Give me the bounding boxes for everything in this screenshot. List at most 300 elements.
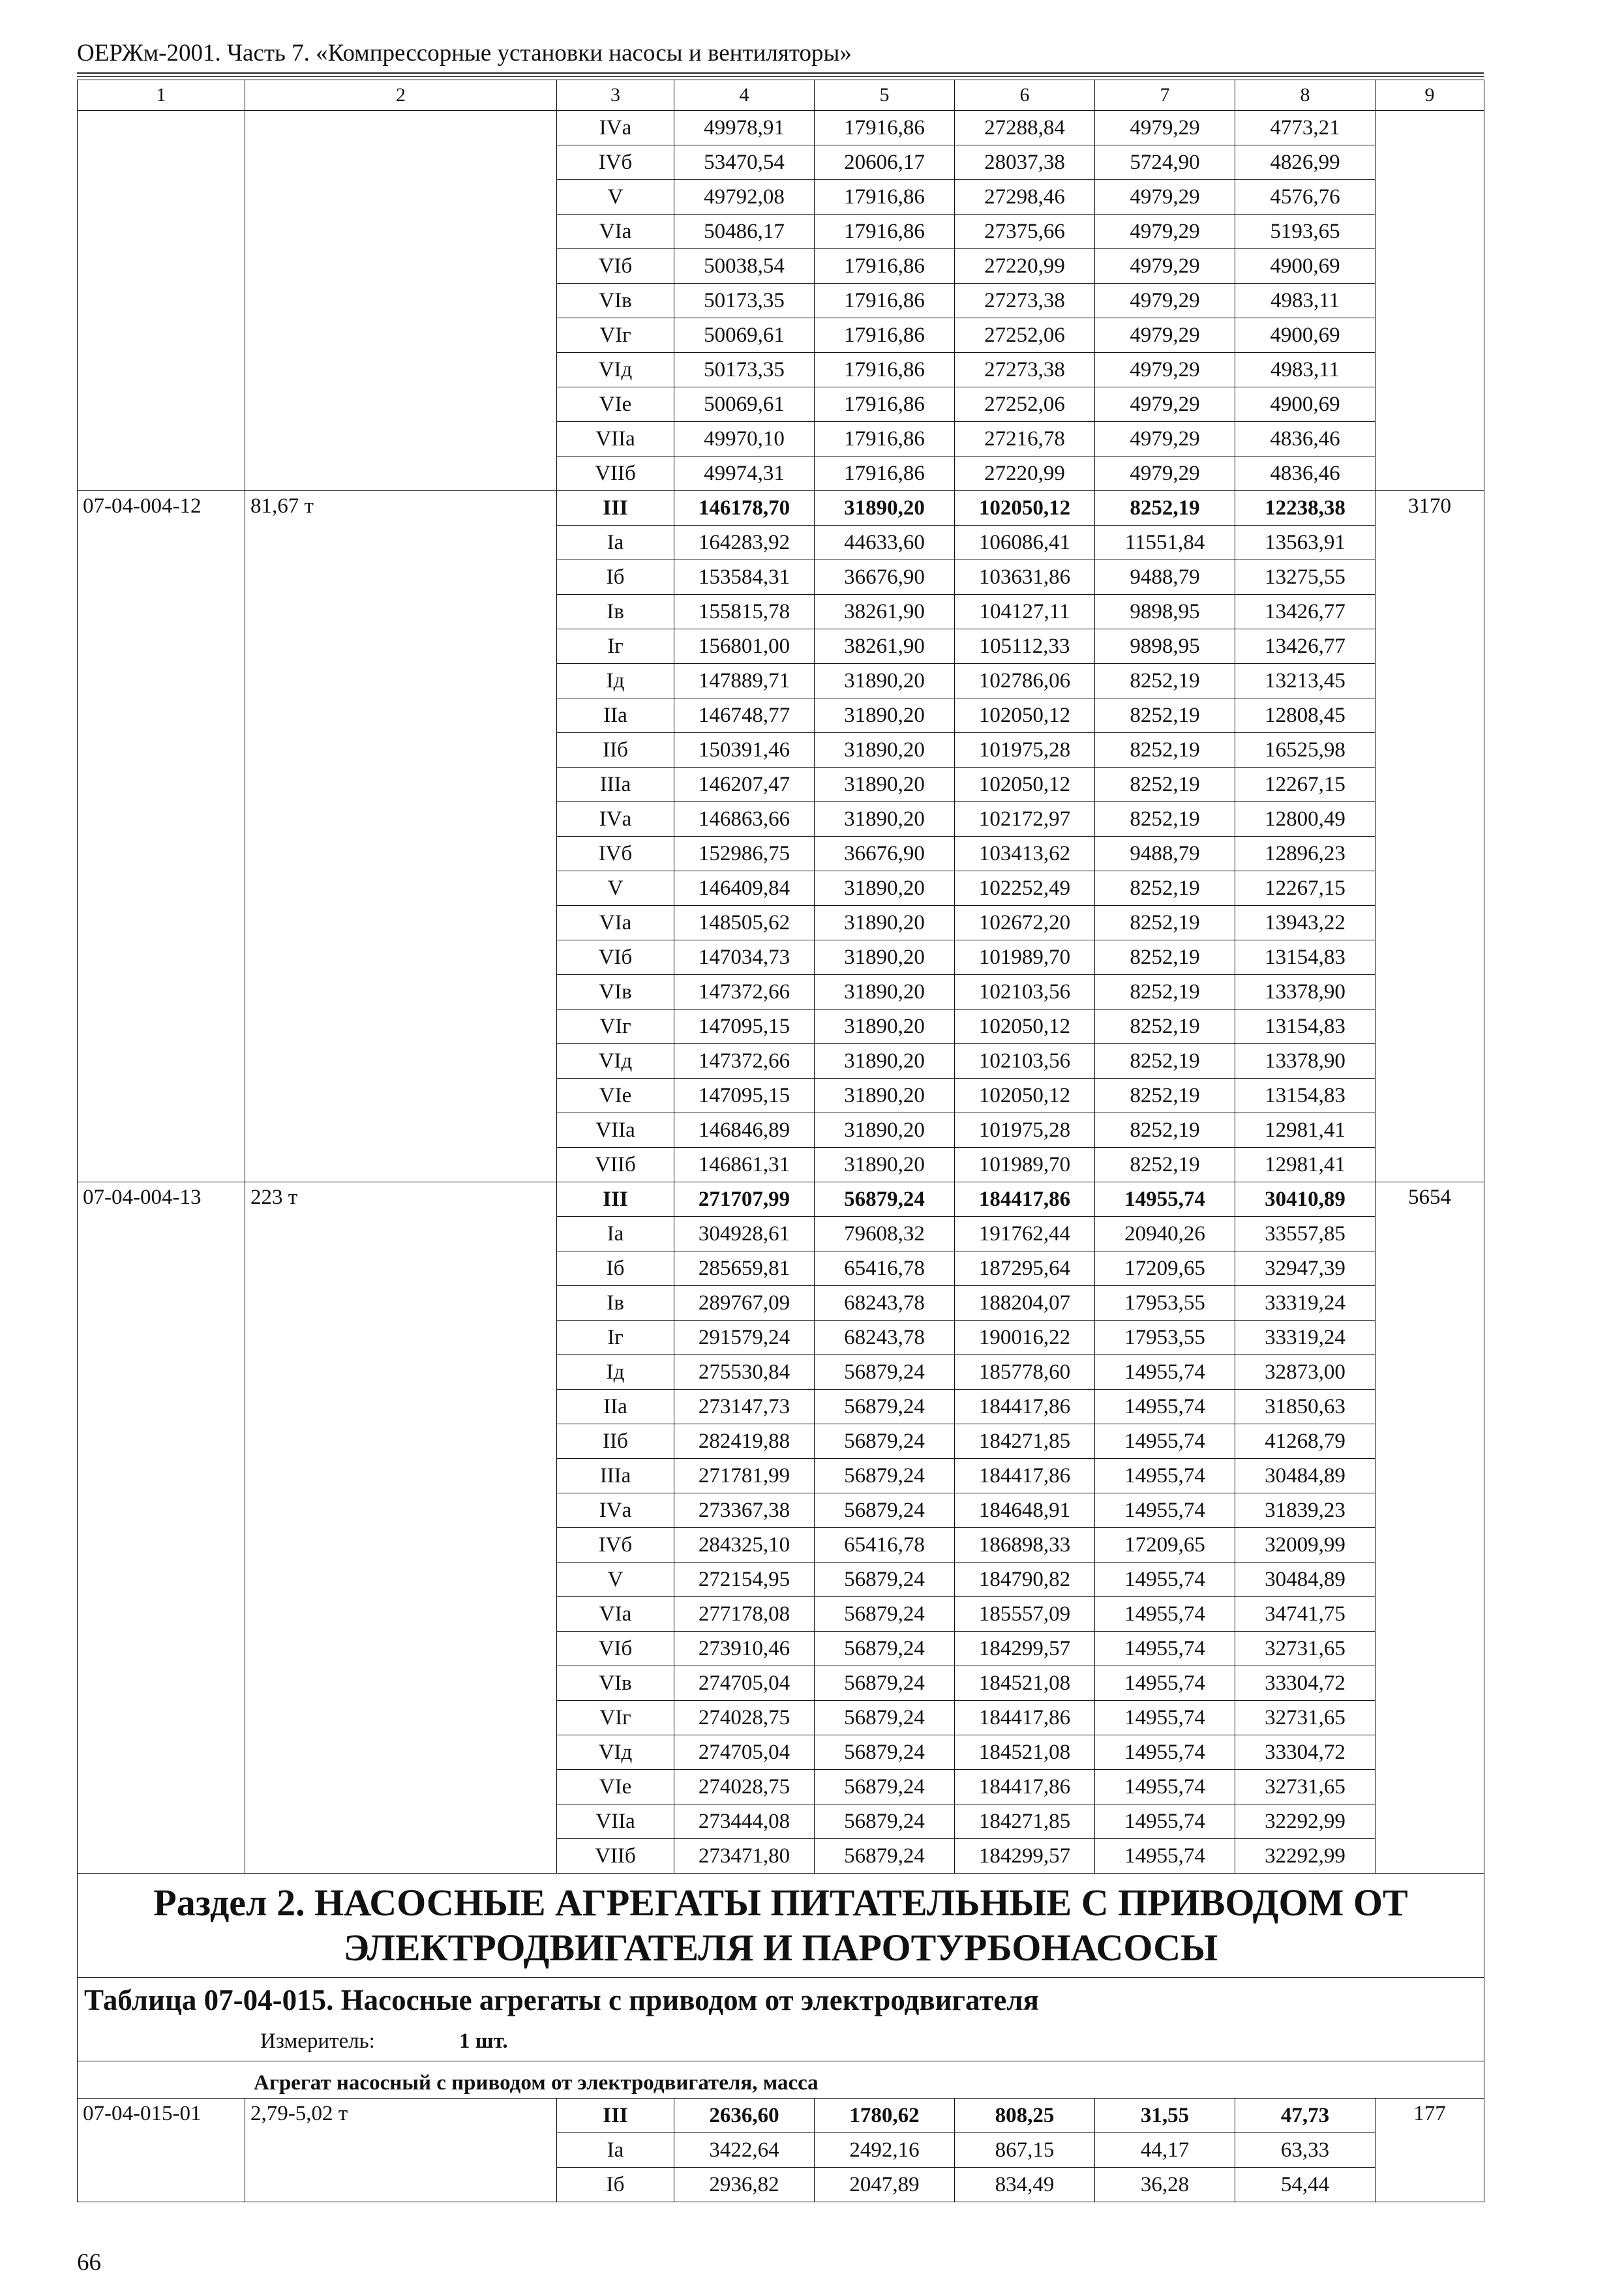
table-row	[78, 111, 1484, 145]
rate-code: 07-04-004-12	[78, 491, 245, 1182]
value-cell: 146409,84	[674, 871, 815, 906]
value-cell: 102103,56	[955, 975, 1095, 1010]
value-cell: 31890,20	[815, 1148, 955, 1182]
value-cell: 102050,12	[955, 491, 1095, 526]
region-cell: IVб	[557, 837, 674, 871]
value-cell: 27252,06	[955, 387, 1095, 422]
value-cell: 14955,74	[1095, 1390, 1235, 1424]
region-cell: Iб	[557, 560, 674, 595]
value-cell: 834,49	[955, 2168, 1095, 2202]
value-cell: 106086,41	[955, 526, 1095, 560]
value-cell: 17953,55	[1095, 1286, 1235, 1321]
value-cell: 150391,46	[674, 733, 815, 768]
value-cell: 32292,99	[1235, 1804, 1376, 1839]
region-cell: VIб	[557, 249, 674, 284]
region-cell: VIIа	[557, 422, 674, 456]
rate-mass: 223 т	[245, 1182, 557, 1874]
value-cell: 103413,62	[955, 837, 1095, 871]
value-cell: 8252,19	[1095, 906, 1235, 940]
value-cell: 12808,45	[1235, 698, 1376, 733]
value-cell: 184271,85	[955, 1804, 1095, 1839]
region-cell: IVб	[557, 145, 674, 180]
value-cell: 56879,24	[815, 1563, 955, 1597]
value-cell: 272154,95	[674, 1563, 815, 1597]
value-cell: 146178,70	[674, 491, 815, 526]
value-cell: 17916,86	[815, 180, 955, 215]
value-cell: 271781,99	[674, 1459, 815, 1493]
value-cell: 273444,08	[674, 1804, 815, 1839]
value-cell: 4773,21	[1235, 111, 1376, 145]
value-cell: 30484,89	[1235, 1459, 1376, 1493]
col-num: 7	[1095, 80, 1235, 111]
header-rule-thin	[77, 76, 1484, 77]
value-cell: 4979,29	[1095, 180, 1235, 215]
value-cell: 184417,86	[955, 1182, 1095, 1217]
value-cell: 56879,24	[815, 1355, 955, 1390]
value-cell: 33304,72	[1235, 1735, 1376, 1770]
rate-mass: 81,67 т	[245, 491, 557, 1182]
region-cell: Iг	[557, 1321, 674, 1355]
rate-code	[78, 111, 245, 491]
region-cell: VIг	[557, 1010, 674, 1044]
value-cell: 8252,19	[1095, 491, 1235, 526]
value-cell: 155815,78	[674, 595, 815, 629]
value-cell: 185778,60	[955, 1355, 1095, 1390]
col-num: 2	[245, 80, 557, 111]
value-cell: 47,73	[1235, 2099, 1376, 2133]
meter-label: Измеритель:	[260, 2029, 375, 2053]
col9-cell: 177	[1376, 2099, 1484, 2202]
region-cell: Iв	[557, 1286, 674, 1321]
value-cell: 4983,11	[1235, 284, 1376, 318]
region-cell: VIа	[557, 1597, 674, 1632]
value-cell: 13154,83	[1235, 940, 1376, 975]
value-cell: 53470,54	[674, 145, 815, 180]
value-cell: 50173,35	[674, 353, 815, 387]
value-cell: 50069,61	[674, 318, 815, 353]
value-cell: 44633,60	[815, 526, 955, 560]
value-cell: 4900,69	[1235, 318, 1376, 353]
value-cell: 14955,74	[1095, 1666, 1235, 1701]
value-cell: 2047,89	[815, 2168, 955, 2202]
region-cell: VIе	[557, 387, 674, 422]
region-cell: V	[557, 180, 674, 215]
col9-cell: 5654	[1376, 1182, 1484, 1874]
value-cell: 102786,06	[955, 664, 1095, 698]
table-row	[78, 491, 1484, 526]
value-cell: 32009,99	[1235, 1528, 1376, 1563]
value-cell: 38261,90	[815, 629, 955, 664]
region-cell: VIIа	[557, 1113, 674, 1148]
value-cell: 17916,86	[815, 284, 955, 318]
value-cell: 50486,17	[674, 215, 815, 249]
value-cell: 105112,33	[955, 629, 1095, 664]
value-cell: 274028,75	[674, 1770, 815, 1804]
value-cell: 147372,66	[674, 975, 815, 1010]
value-cell: 14955,74	[1095, 1355, 1235, 1390]
value-cell: 33319,24	[1235, 1286, 1376, 1321]
value-cell: 36676,90	[815, 560, 955, 595]
region-cell: Iв	[557, 595, 674, 629]
value-cell: 17916,86	[815, 318, 955, 353]
value-cell: 9898,95	[1095, 629, 1235, 664]
value-cell: 33304,72	[1235, 1666, 1376, 1701]
value-cell: 164283,92	[674, 526, 815, 560]
region-cell: IIIа	[557, 768, 674, 802]
value-cell: 33319,24	[1235, 1321, 1376, 1355]
region-cell: IIа	[557, 1390, 674, 1424]
value-cell: 147372,66	[674, 1044, 815, 1079]
value-cell: 17209,65	[1095, 1528, 1235, 1563]
value-cell: 31890,20	[815, 871, 955, 906]
value-cell: 146748,77	[674, 698, 815, 733]
value-cell: 147889,71	[674, 664, 815, 698]
value-cell: 30484,89	[1235, 1563, 1376, 1597]
region-cell: VIд	[557, 353, 674, 387]
value-cell: 4979,29	[1095, 249, 1235, 284]
region-cell: IVб	[557, 1528, 674, 1563]
region-cell: VIе	[557, 1770, 674, 1804]
value-cell: 27220,99	[955, 249, 1095, 284]
value-cell: 2936,82	[674, 2168, 815, 2202]
value-cell: 16525,98	[1235, 733, 1376, 768]
value-cell: 285659,81	[674, 1251, 815, 1286]
region-cell: Iа	[557, 2133, 674, 2168]
value-cell: 101989,70	[955, 940, 1095, 975]
value-cell: 102172,97	[955, 802, 1095, 837]
table-title: Таблица 07-04-015. Насосные агрегаты с приводом от электродвигателя	[84, 1984, 1039, 2016]
region-cell: III	[557, 1182, 674, 1217]
value-cell: 8252,19	[1095, 975, 1235, 1010]
region-cell: Iа	[557, 1217, 674, 1251]
value-cell: 13426,77	[1235, 629, 1376, 664]
region-cell: VIв	[557, 1666, 674, 1701]
value-cell: 31890,20	[815, 1113, 955, 1148]
value-cell: 8252,19	[1095, 802, 1235, 837]
region-cell: VIб	[557, 1632, 674, 1666]
value-cell: 33557,85	[1235, 1217, 1376, 1251]
value-cell: 184299,57	[955, 1839, 1095, 1874]
col-num: 5	[815, 80, 955, 111]
value-cell: 277178,08	[674, 1597, 815, 1632]
header-rule	[77, 72, 1484, 74]
value-cell: 8252,19	[1095, 1148, 1235, 1182]
region-cell: V	[557, 1563, 674, 1597]
value-cell: 14955,74	[1095, 1632, 1235, 1666]
value-cell: 14955,74	[1095, 1563, 1235, 1597]
region-cell: VIг	[557, 1701, 674, 1735]
value-cell: 8252,19	[1095, 664, 1235, 698]
rate-mass	[245, 111, 557, 491]
column-number-row	[78, 80, 1484, 111]
region-cell: V	[557, 871, 674, 906]
region-cell: VIд	[557, 1735, 674, 1770]
value-cell: 13154,83	[1235, 1010, 1376, 1044]
meter-line	[84, 2022, 1477, 2055]
value-cell: 32947,39	[1235, 1251, 1376, 1286]
value-cell: 31839,23	[1235, 1493, 1376, 1528]
section-row	[78, 1874, 1484, 1978]
value-cell: 273147,73	[674, 1390, 815, 1424]
value-cell: 2636,60	[674, 2099, 815, 2133]
value-cell: 68243,78	[815, 1286, 955, 1321]
value-cell: 38261,90	[815, 595, 955, 629]
value-cell: 184417,86	[955, 1701, 1095, 1735]
region-cell: VIIб	[557, 1148, 674, 1182]
value-cell: 4836,46	[1235, 422, 1376, 456]
value-cell: 13275,55	[1235, 560, 1376, 595]
value-cell: 8252,19	[1095, 1079, 1235, 1113]
value-cell: 31890,20	[815, 491, 955, 526]
value-cell: 12981,41	[1235, 1148, 1376, 1182]
value-cell: 13943,22	[1235, 906, 1376, 940]
value-cell: 184521,08	[955, 1666, 1095, 1701]
value-cell: 50069,61	[674, 387, 815, 422]
table-title-cell	[78, 1978, 1484, 2061]
value-cell: 4979,29	[1095, 422, 1235, 456]
value-cell: 291579,24	[674, 1321, 815, 1355]
value-cell: 274705,04	[674, 1735, 815, 1770]
region-cell: IIб	[557, 733, 674, 768]
value-cell: 148505,62	[674, 906, 815, 940]
value-cell: 12267,15	[1235, 871, 1376, 906]
value-cell: 102050,12	[955, 768, 1095, 802]
value-cell: 11551,84	[1095, 526, 1235, 560]
value-cell: 20606,17	[815, 145, 955, 180]
value-cell: 56879,24	[815, 1666, 955, 1701]
value-cell: 31890,20	[815, 698, 955, 733]
region-cell: IIб	[557, 1424, 674, 1459]
value-cell: 49970,10	[674, 422, 815, 456]
value-cell: 31890,20	[815, 1079, 955, 1113]
value-cell: 273910,46	[674, 1632, 815, 1666]
value-cell: 13563,91	[1235, 526, 1376, 560]
region-cell: III	[557, 2099, 674, 2133]
value-cell: 14955,74	[1095, 1839, 1235, 1874]
table-row	[78, 1182, 1484, 1217]
value-cell: 32731,65	[1235, 1632, 1376, 1666]
value-cell: 27216,78	[955, 422, 1095, 456]
value-cell: 31850,63	[1235, 1390, 1376, 1424]
rate-mass: 2,79-5,02 т	[245, 2099, 557, 2202]
value-cell: 12896,23	[1235, 837, 1376, 871]
value-cell: 808,25	[955, 2099, 1095, 2133]
value-cell: 271707,99	[674, 1182, 815, 1217]
value-cell: 14955,74	[1095, 1459, 1235, 1493]
value-cell: 27375,66	[955, 215, 1095, 249]
value-cell: 31890,20	[815, 1010, 955, 1044]
page-number: 66	[77, 2249, 101, 2276]
value-cell: 31890,20	[815, 664, 955, 698]
value-cell: 27288,84	[955, 111, 1095, 145]
region-cell: VIб	[557, 940, 674, 975]
value-cell: 14955,74	[1095, 1597, 1235, 1632]
value-cell: 14955,74	[1095, 1493, 1235, 1528]
region-cell: VIIа	[557, 1804, 674, 1839]
value-cell: 184417,86	[955, 1770, 1095, 1804]
value-cell: 56879,24	[815, 1390, 955, 1424]
value-cell: 14955,74	[1095, 1701, 1235, 1735]
value-cell: 12981,41	[1235, 1113, 1376, 1148]
value-cell: 12267,15	[1235, 768, 1376, 802]
value-cell: 184648,91	[955, 1493, 1095, 1528]
value-cell: 14955,74	[1095, 1804, 1235, 1839]
region-cell: VIв	[557, 284, 674, 318]
value-cell: 17209,65	[1095, 1251, 1235, 1286]
region-cell: VIIб	[557, 456, 674, 491]
value-cell: 56879,24	[815, 1839, 955, 1874]
value-cell: 56879,24	[815, 1459, 955, 1493]
col-num: 9	[1376, 80, 1484, 111]
value-cell: 14955,74	[1095, 1735, 1235, 1770]
region-cell: IVа	[557, 1493, 674, 1528]
value-cell: 31890,20	[815, 1044, 955, 1079]
value-cell: 184417,86	[955, 1390, 1095, 1424]
value-cell: 54,44	[1235, 2168, 1376, 2202]
value-cell: 4979,29	[1095, 387, 1235, 422]
region-cell: Iб	[557, 1251, 674, 1286]
value-cell: 31890,20	[815, 768, 955, 802]
value-cell: 4900,69	[1235, 249, 1376, 284]
value-cell: 146861,31	[674, 1148, 815, 1182]
value-cell: 152986,75	[674, 837, 815, 871]
region-cell: III	[557, 491, 674, 526]
region-cell: IIа	[557, 698, 674, 733]
rate-code: 07-04-015-01	[78, 2099, 245, 2202]
value-cell: 17916,86	[815, 456, 955, 491]
value-cell: 9898,95	[1095, 595, 1235, 629]
value-cell: 34741,75	[1235, 1597, 1376, 1632]
col-num: 4	[674, 80, 815, 111]
value-cell: 273367,38	[674, 1493, 815, 1528]
value-cell: 32731,65	[1235, 1701, 1376, 1735]
value-cell: 79608,32	[815, 1217, 955, 1251]
value-cell: 27252,06	[955, 318, 1095, 353]
col9-cell	[1376, 111, 1484, 491]
value-cell: 146207,47	[674, 768, 815, 802]
value-cell: 274028,75	[674, 1701, 815, 1735]
value-cell: 4979,29	[1095, 111, 1235, 145]
region-cell: VIIб	[557, 1839, 674, 1874]
value-cell: 101975,28	[955, 1113, 1095, 1148]
region-cell: Iд	[557, 1355, 674, 1390]
value-cell: 4900,69	[1235, 387, 1376, 422]
value-cell: 8252,19	[1095, 698, 1235, 733]
value-cell: 274705,04	[674, 1666, 815, 1701]
value-cell: 3422,64	[674, 2133, 815, 2168]
region-cell: VIг	[557, 318, 674, 353]
value-cell: 27298,46	[955, 180, 1095, 215]
value-cell: 14955,74	[1095, 1182, 1235, 1217]
value-cell: 31890,20	[815, 802, 955, 837]
value-cell: 41268,79	[1235, 1424, 1376, 1459]
value-cell: 31890,20	[815, 906, 955, 940]
table-row	[78, 2099, 1484, 2133]
value-cell: 101989,70	[955, 1148, 1095, 1182]
value-cell: 8252,19	[1095, 1113, 1235, 1148]
value-cell: 56879,24	[815, 1804, 955, 1839]
value-cell: 188204,07	[955, 1286, 1095, 1321]
region-cell: VIе	[557, 1079, 674, 1113]
value-cell: 289767,09	[674, 1286, 815, 1321]
subheading-row	[78, 2061, 1484, 2099]
value-cell: 103631,86	[955, 560, 1095, 595]
value-cell: 20940,26	[1095, 1217, 1235, 1251]
value-cell: 186898,33	[955, 1528, 1095, 1563]
region-cell: Iб	[557, 2168, 674, 2202]
value-cell: 65416,78	[815, 1528, 955, 1563]
value-cell: 102252,49	[955, 871, 1095, 906]
value-cell: 17916,86	[815, 215, 955, 249]
value-cell: 49978,91	[674, 111, 815, 145]
value-cell: 31890,20	[815, 733, 955, 768]
value-cell: 4979,29	[1095, 284, 1235, 318]
value-cell: 284325,10	[674, 1528, 815, 1563]
value-cell: 50038,54	[674, 249, 815, 284]
value-cell: 12800,49	[1235, 802, 1376, 837]
value-cell: 2492,16	[815, 2133, 955, 2168]
value-cell: 31,55	[1095, 2099, 1235, 2133]
value-cell: 56879,24	[815, 1735, 955, 1770]
value-cell: 273471,80	[674, 1839, 815, 1874]
value-cell: 56879,24	[815, 1597, 955, 1632]
meter-value: 1 шт.	[459, 2029, 508, 2053]
value-cell: 49974,31	[674, 456, 815, 491]
value-cell: 102050,12	[955, 1010, 1095, 1044]
value-cell: 32731,65	[1235, 1770, 1376, 1804]
table-title-row	[78, 1978, 1484, 2061]
value-cell: 17916,86	[815, 387, 955, 422]
value-cell: 102050,12	[955, 1079, 1095, 1113]
value-cell: 50173,35	[674, 284, 815, 318]
value-cell: 4826,99	[1235, 145, 1376, 180]
value-cell: 8252,19	[1095, 733, 1235, 768]
running-header: ОЕРЖм-2001. Часть 7. «Компрессорные установки насосы и вентиляторы»	[77, 40, 852, 67]
value-cell: 184271,85	[955, 1424, 1095, 1459]
region-cell: VIа	[557, 906, 674, 940]
value-cell: 102050,12	[955, 698, 1095, 733]
value-cell: 36676,90	[815, 837, 955, 871]
value-cell: 32292,99	[1235, 1839, 1376, 1874]
value-cell: 147034,73	[674, 940, 815, 975]
value-cell: 4979,29	[1095, 456, 1235, 491]
value-cell: 304928,61	[674, 1217, 815, 1251]
value-cell: 147095,15	[674, 1010, 815, 1044]
value-cell: 8252,19	[1095, 940, 1235, 975]
value-cell: 13378,90	[1235, 975, 1376, 1010]
value-cell: 31890,20	[815, 940, 955, 975]
region-cell: IVа	[557, 111, 674, 145]
value-cell: 63,33	[1235, 2133, 1376, 2168]
value-cell: 56879,24	[815, 1701, 955, 1735]
value-cell: 282419,88	[674, 1424, 815, 1459]
value-cell: 27273,38	[955, 353, 1095, 387]
value-cell: 156801,00	[674, 629, 815, 664]
section-title: Раздел 2. НАСОСНЫЕ АГРЕГАТЫ ПИТАТЕЛЬНЫЕ С ПРИВОДОМ ОТ ЭЛЕКТРОДВИГАТЕЛЯ И ПАРОТУРБОНАСОСЫ	[78, 1874, 1484, 1978]
value-cell: 146863,66	[674, 802, 815, 837]
value-cell: 185557,09	[955, 1597, 1095, 1632]
value-cell: 12238,38	[1235, 491, 1376, 526]
value-cell: 27273,38	[955, 284, 1095, 318]
value-cell: 104127,11	[955, 595, 1095, 629]
value-cell: 184521,08	[955, 1735, 1095, 1770]
value-cell: 14955,74	[1095, 1424, 1235, 1459]
value-cell: 102672,20	[955, 906, 1095, 940]
region-cell: Iа	[557, 526, 674, 560]
value-cell: 102103,56	[955, 1044, 1095, 1079]
value-cell: 191762,44	[955, 1217, 1095, 1251]
value-cell: 275530,84	[674, 1355, 815, 1390]
